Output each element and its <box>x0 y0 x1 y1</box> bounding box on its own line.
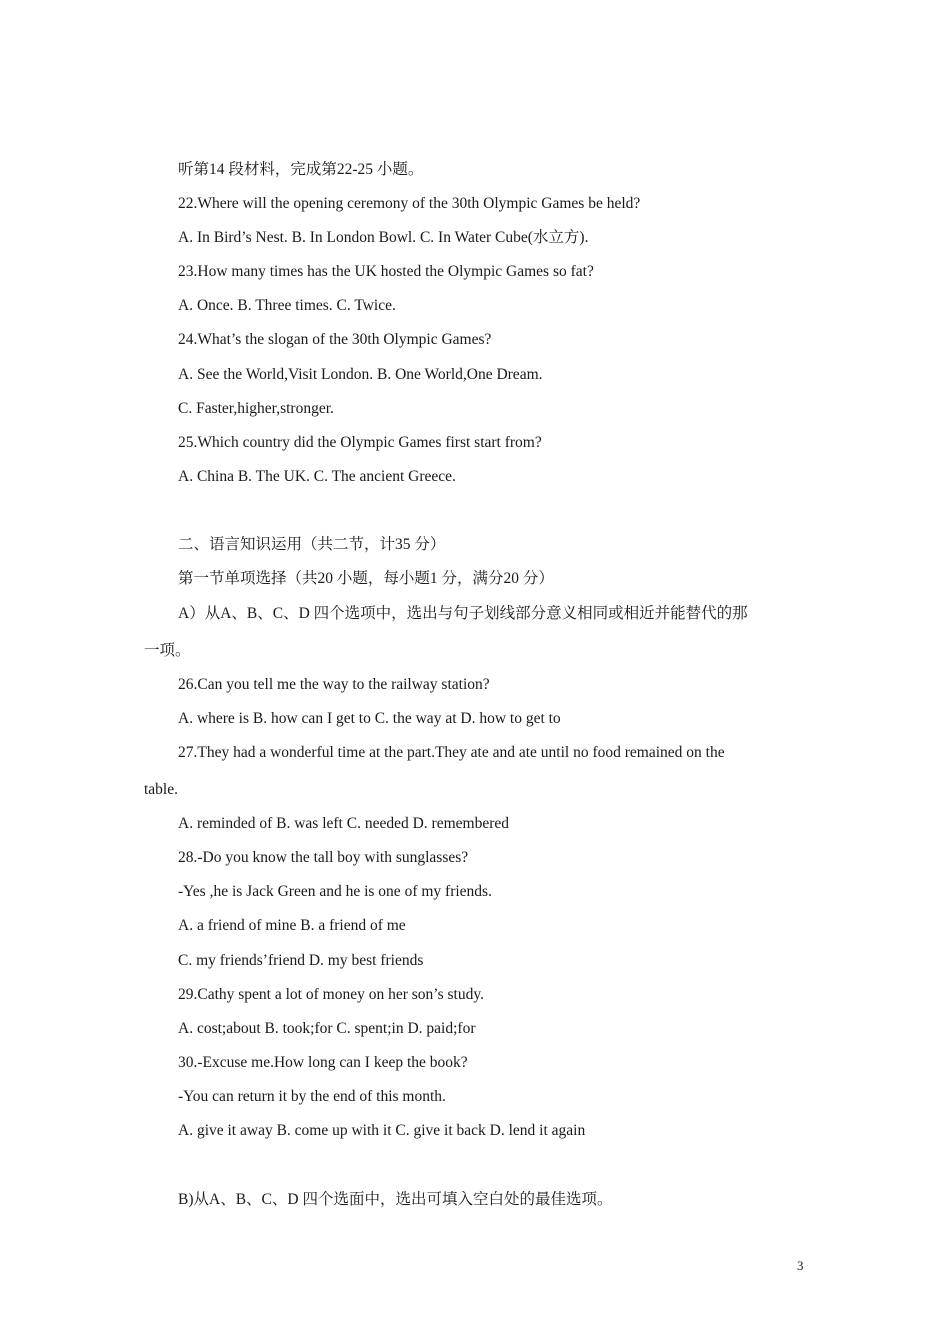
question-24-option-c: C. Faster,higher,stronger. <box>178 400 334 417</box>
question-24: 24.What’s the slogan of the 30th Olympic Games? <box>178 331 492 348</box>
question-30-reply: -You can return it by the end of this month. <box>178 1088 446 1105</box>
section-two-heading: 二、语言知识运用（共二节，计35 分） <box>178 536 446 553</box>
question-26-options: A. where is B. how can I get to C. the way at D. how to get to <box>178 710 561 727</box>
question-29: 29.Cathy spent a lot of money on her son’s study. <box>178 986 484 1003</box>
question-25: 25.Which country did the Olympic Games first start from? <box>178 434 542 451</box>
question-25-options: A. China B. The UK. C. The ancient Greece. <box>178 468 456 485</box>
question-23-options: A. Once. B. Three times. C. Twice. <box>178 297 396 314</box>
question-27: 27.They had a wonderful time at the part.They ate and ate until no food remained on the <box>178 744 725 761</box>
page-number: 3 <box>797 1258 804 1273</box>
question-30: 30.-Excuse me.How long can I keep the book? <box>178 1054 468 1071</box>
part-a-instruction: A）从A、B、C、D 四个选项中，选出与句子划线部分意义相同或相近并能替代的那 <box>178 605 748 622</box>
question-29-options: A. cost;about B. took;for C. spent;in D. paid;for <box>178 1020 476 1037</box>
question-22-options: A. In Bird’s Nest. B. In London Bowl. C. In Water Cube(水立方). <box>178 229 589 246</box>
question-24-options-ab: A. See the World,Visit London. B. One World,One Dream. <box>178 366 543 383</box>
question-26: 26.Can you tell me the way to the railway station? <box>178 676 490 693</box>
question-30-options: A. give it away B. come up with it C. give it back D. lend it again <box>178 1122 586 1139</box>
question-27-continued: table. <box>144 781 178 798</box>
part-one-heading: 第一节单项选择（共20 小题，每小题1 分，满分20 分） <box>178 570 554 587</box>
listening-instruction: 听第14 段材料，完成第22-25 小题。 <box>178 161 424 178</box>
question-23: 23.How many times has the UK hosted the Olympic Games so fat? <box>178 263 594 280</box>
question-28-reply: -Yes ,he is Jack Green and he is one of my friends. <box>178 883 492 900</box>
question-28: 28.-Do you know the tall boy with sunglasses? <box>178 849 469 866</box>
question-28-options-cd: C. my friends’friend D. my best friends <box>178 952 424 969</box>
part-b-instruction: B)从A、B、C、D 四个选面中，选出可填入空白处的最佳选项。 <box>178 1191 613 1208</box>
question-27-options: A. reminded of B. was left C. needed D. remembered <box>178 815 509 832</box>
question-22: 22.Where will the opening ceremony of the 30th Olympic Games be held? <box>178 195 641 212</box>
part-a-instruction-continued: 一项。 <box>144 642 191 659</box>
question-28-options-ab: A. a friend of mine B. a friend of me <box>178 917 406 934</box>
